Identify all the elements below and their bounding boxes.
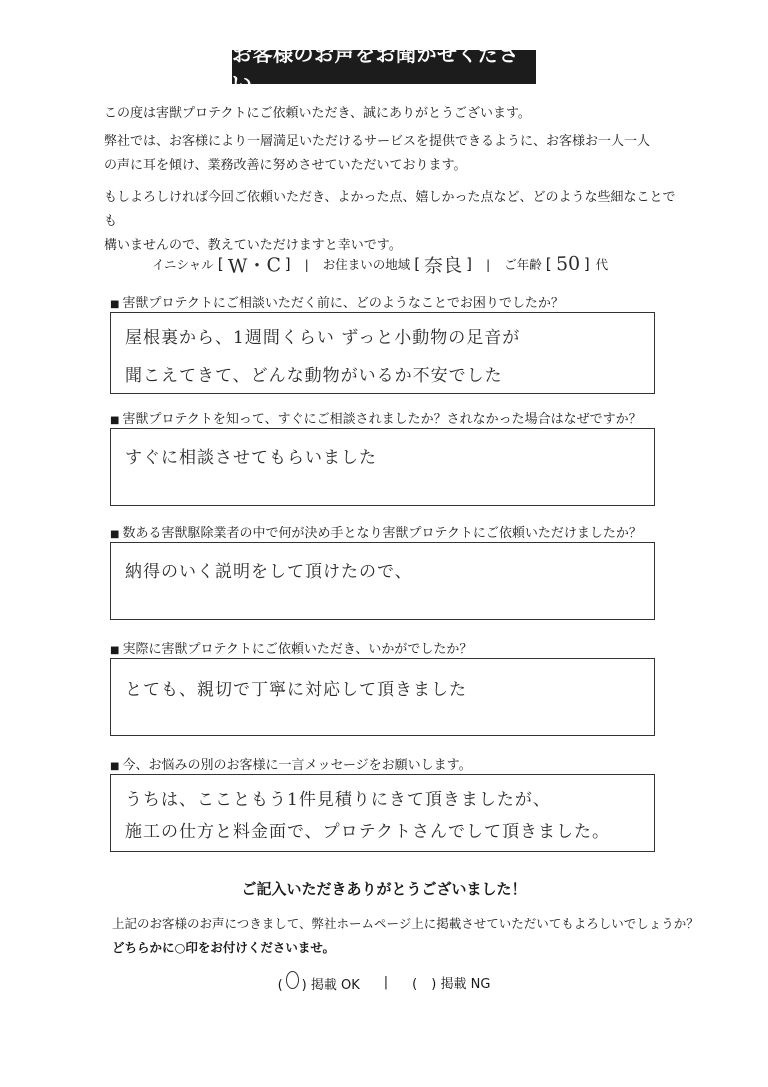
bullet-square: ■ <box>110 299 120 310</box>
question-text: 害獣プロテクトを知って、すぐにご相談されましたか？されなかった場合はなぜですか？ <box>122 412 642 427</box>
page-title: お客様のお声をお聞かせください <box>232 50 536 84</box>
publish-instruction: どちらかに○印をお付けくださいませ。 <box>112 940 336 955</box>
choice-ng[interactable] <box>412 973 490 992</box>
answer-box-1 <box>110 312 655 394</box>
intro-line: この度は害獣プロテクトにご依頼いただき、誠にありがとうございます。 <box>104 106 531 121</box>
separator: | <box>486 256 491 272</box>
handwritten-answer: すぐに相談させてもらいました <box>125 448 377 468</box>
question-text: 数ある害獣駆除業者の中で何が決め手となり害獣プロテクトにご依頼いただけましたか？ <box>122 526 642 541</box>
bullet-square: ■ <box>110 529 120 540</box>
intro-paragraph-2 <box>104 130 684 178</box>
handwritten-answer: 施工の仕方と料金面で、プロテクトさんでして頂きました。 <box>125 822 610 842</box>
ok-label: 掲載 OK <box>310 978 360 993</box>
intro-line: の声に耳を傾け、業務改善に努めさせていただいております。 <box>104 158 467 173</box>
age-value: 50 <box>555 252 581 276</box>
area-value: 奈良 <box>423 253 463 278</box>
paren: ) <box>301 978 307 993</box>
paren: ( <box>277 978 283 993</box>
intro-paragraph-1 <box>104 102 684 130</box>
question-2 <box>110 408 670 427</box>
question-5 <box>110 754 670 773</box>
question-text: 害獣プロテクトにご相談いただく前に、どのようなことでお困りでしたか？ <box>122 296 564 311</box>
initial-label: イニシャル <box>152 257 214 272</box>
bracket: ] <box>466 255 473 273</box>
handwritten-answer: 屋根裏から、1週間くらい ずっと小動物の足音が <box>125 328 521 348</box>
choice-ok[interactable] <box>278 971 360 993</box>
answer-box-2 <box>110 428 655 506</box>
bracket: ] <box>583 255 590 273</box>
separator: | <box>304 256 309 272</box>
bracket: ] <box>284 255 291 273</box>
thanks-heading: ご記入いただきありがとうございました！ <box>241 880 527 898</box>
bullet-square: ■ <box>110 415 120 426</box>
bracket: [ <box>217 255 224 273</box>
question-4 <box>110 638 670 657</box>
handwritten-answer: とても、親切で丁寧に対応して頂きました <box>125 680 467 700</box>
bullet-square: ■ <box>110 761 120 772</box>
intro-paragraph-3 <box>104 186 684 258</box>
paren: ( <box>412 976 418 992</box>
handwritten-answer: 聞こえてきて、どんな動物がいるか不安でした <box>125 366 503 386</box>
answer-box-4 <box>110 658 655 736</box>
bullet-square: ■ <box>110 645 120 656</box>
publish-choices <box>0 970 768 994</box>
age-suffix: 代 <box>595 257 609 272</box>
ng-label: 掲載 NG <box>440 976 491 992</box>
intro-line: 構いませんので、教えていただけますと幸いです。 <box>104 238 402 253</box>
answer-box-5 <box>110 774 655 852</box>
handwritten-answer: 納得のいく説明をして頂けたので、 <box>125 562 413 582</box>
question-1 <box>110 292 670 311</box>
intro-line: 弊社では、お客様により一層満足いただけるサービスを提供できるように、お客様お一人一人 <box>104 134 651 149</box>
question-text: 実際に害獣プロテクトにご依頼いただき、いかがでしたか？ <box>122 642 473 657</box>
handwritten-answer: うちは、ここともう1件見積りにきて頂きましたが、 <box>125 790 551 810</box>
circle-mark <box>286 971 299 989</box>
question-text: 今、お悩みの別のお客様に一言メッセージをお願いします。 <box>122 758 472 773</box>
paren: ) <box>431 976 437 992</box>
publish-question: 上記のお客様のお声につきまして、弊社ホームページ上に掲載させていただいてもよろしいでしょうか？ <box>112 916 699 931</box>
bracket: [ <box>414 255 421 273</box>
initial-value: W・C <box>227 253 282 278</box>
bracket: [ <box>545 255 552 273</box>
intro-line: もしよろしければ今回ご依頼いただき、よかった点、嬉しかった点など、どのような些細なことでも <box>104 190 676 229</box>
answer-box-3 <box>110 542 655 620</box>
question-3 <box>110 522 670 541</box>
age-label: ご年齢 <box>504 257 542 272</box>
profile-row <box>152 252 622 276</box>
area-label: お住まいの地域 <box>322 257 411 272</box>
separator: | <box>383 974 389 990</box>
